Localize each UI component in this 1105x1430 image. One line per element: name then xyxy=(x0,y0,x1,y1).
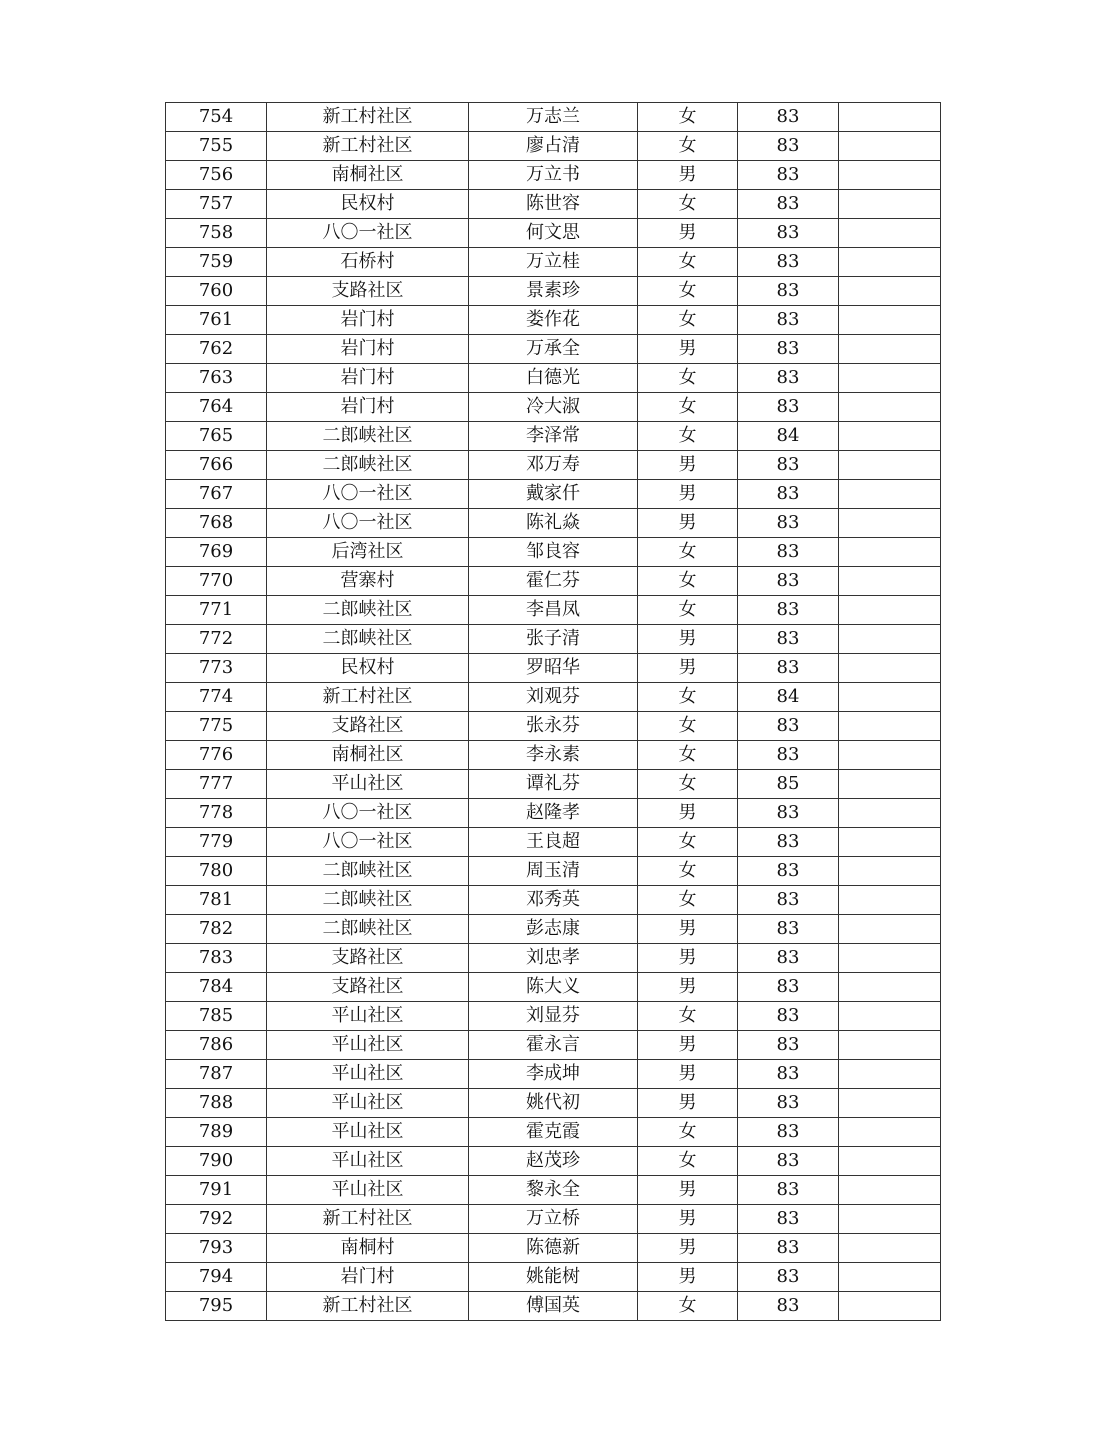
age-cell: 84 xyxy=(738,422,839,451)
table-row xyxy=(166,422,941,451)
age-cell: 83 xyxy=(738,1263,839,1292)
gender-cell: 女 xyxy=(638,770,738,799)
person-name-cell: 邓秀英 xyxy=(469,886,638,915)
serial-number-cell: 779 xyxy=(166,828,267,857)
gender-cell: 女 xyxy=(638,596,738,625)
person-name-cell: 刘显芬 xyxy=(469,1002,638,1031)
gender-cell: 女 xyxy=(638,190,738,219)
remark-cell xyxy=(839,1176,941,1205)
table-row xyxy=(166,306,941,335)
age-cell: 83 xyxy=(738,741,839,770)
gender-cell: 男 xyxy=(638,219,738,248)
table-row xyxy=(166,219,941,248)
serial-number-cell: 777 xyxy=(166,770,267,799)
serial-number-cell: 770 xyxy=(166,567,267,596)
gender-cell: 女 xyxy=(638,1002,738,1031)
table-row xyxy=(166,1002,941,1031)
gender-cell: 男 xyxy=(638,1234,738,1263)
person-name-cell: 张永芬 xyxy=(469,712,638,741)
gender-cell: 女 xyxy=(638,712,738,741)
table-row xyxy=(166,944,941,973)
table-row xyxy=(166,654,941,683)
serial-number-cell: 784 xyxy=(166,973,267,1002)
table-row xyxy=(166,364,941,393)
remark-cell xyxy=(839,364,941,393)
community-cell: 八〇一社区 xyxy=(267,480,469,509)
serial-number-cell: 756 xyxy=(166,161,267,190)
person-name-cell: 万立书 xyxy=(469,161,638,190)
person-name-cell: 戴家仟 xyxy=(469,480,638,509)
serial-number-cell: 778 xyxy=(166,799,267,828)
community-cell: 平山社区 xyxy=(267,1118,469,1147)
table-row xyxy=(166,1147,941,1176)
community-cell: 新工村社区 xyxy=(267,683,469,712)
remark-cell xyxy=(839,277,941,306)
person-name-cell: 谭礼芬 xyxy=(469,770,638,799)
person-name-cell: 冷大淑 xyxy=(469,393,638,422)
remark-cell xyxy=(839,828,941,857)
age-cell: 83 xyxy=(738,1089,839,1118)
age-cell: 83 xyxy=(738,944,839,973)
age-cell: 83 xyxy=(738,625,839,654)
serial-number-cell: 783 xyxy=(166,944,267,973)
remark-cell xyxy=(839,1147,941,1176)
person-name-cell: 白德光 xyxy=(469,364,638,393)
community-cell: 后湾社区 xyxy=(267,538,469,567)
person-name-cell: 李泽常 xyxy=(469,422,638,451)
table-row xyxy=(166,1234,941,1263)
remark-cell xyxy=(839,1031,941,1060)
table-row xyxy=(166,248,941,277)
serial-number-cell: 775 xyxy=(166,712,267,741)
serial-number-cell: 760 xyxy=(166,277,267,306)
age-cell: 83 xyxy=(738,1234,839,1263)
table-row xyxy=(166,190,941,219)
serial-number-cell: 781 xyxy=(166,886,267,915)
serial-number-cell: 773 xyxy=(166,654,267,683)
table-row xyxy=(166,1089,941,1118)
age-cell: 83 xyxy=(738,161,839,190)
person-name-cell: 廖占清 xyxy=(469,132,638,161)
community-cell: 平山社区 xyxy=(267,1176,469,1205)
table-row xyxy=(166,132,941,161)
community-cell: 八〇一社区 xyxy=(267,219,469,248)
remark-cell xyxy=(839,248,941,277)
community-cell: 八〇一社区 xyxy=(267,828,469,857)
person-name-cell: 何文思 xyxy=(469,219,638,248)
remark-cell xyxy=(839,915,941,944)
table-row xyxy=(166,1205,941,1234)
person-name-cell: 刘观芬 xyxy=(469,683,638,712)
remark-cell xyxy=(839,1089,941,1118)
person-name-cell: 陈礼焱 xyxy=(469,509,638,538)
person-name-cell: 罗昭华 xyxy=(469,654,638,683)
serial-number-cell: 761 xyxy=(166,306,267,335)
person-name-cell: 陈德新 xyxy=(469,1234,638,1263)
gender-cell: 男 xyxy=(638,1263,738,1292)
community-cell: 支路社区 xyxy=(267,944,469,973)
community-cell: 平山社区 xyxy=(267,1060,469,1089)
person-name-cell: 霍仁芬 xyxy=(469,567,638,596)
remark-cell xyxy=(839,741,941,770)
age-cell: 83 xyxy=(738,857,839,886)
community-cell: 平山社区 xyxy=(267,1089,469,1118)
gender-cell: 男 xyxy=(638,480,738,509)
person-name-cell: 黎永全 xyxy=(469,1176,638,1205)
table-row xyxy=(166,625,941,654)
remark-cell xyxy=(839,944,941,973)
gender-cell: 男 xyxy=(638,799,738,828)
remark-cell xyxy=(839,451,941,480)
age-cell: 83 xyxy=(738,1176,839,1205)
gender-cell: 女 xyxy=(638,364,738,393)
person-name-cell: 姚能树 xyxy=(469,1263,638,1292)
age-cell: 83 xyxy=(738,654,839,683)
community-cell: 平山社区 xyxy=(267,770,469,799)
gender-cell: 女 xyxy=(638,538,738,567)
age-cell: 83 xyxy=(738,103,839,132)
table-row xyxy=(166,1292,941,1321)
remark-cell xyxy=(839,1118,941,1147)
gender-cell: 男 xyxy=(638,1089,738,1118)
remark-cell xyxy=(839,857,941,886)
serial-number-cell: 780 xyxy=(166,857,267,886)
serial-number-cell: 786 xyxy=(166,1031,267,1060)
community-cell: 平山社区 xyxy=(267,1147,469,1176)
serial-number-cell: 792 xyxy=(166,1205,267,1234)
gender-cell: 男 xyxy=(638,944,738,973)
age-cell: 85 xyxy=(738,770,839,799)
age-cell: 83 xyxy=(738,190,839,219)
community-cell: 支路社区 xyxy=(267,973,469,1002)
community-cell: 新工村社区 xyxy=(267,132,469,161)
age-cell: 83 xyxy=(738,915,839,944)
remark-cell xyxy=(839,654,941,683)
remark-cell xyxy=(839,770,941,799)
age-cell: 83 xyxy=(738,1031,839,1060)
gender-cell: 男 xyxy=(638,915,738,944)
table-row xyxy=(166,103,941,132)
person-name-cell: 万承全 xyxy=(469,335,638,364)
community-cell: 平山社区 xyxy=(267,1031,469,1060)
serial-number-cell: 790 xyxy=(166,1147,267,1176)
person-name-cell: 李昌凤 xyxy=(469,596,638,625)
person-name-cell: 李成坤 xyxy=(469,1060,638,1089)
gender-cell: 女 xyxy=(638,886,738,915)
community-cell: 民权村 xyxy=(267,190,469,219)
community-cell: 岩门村 xyxy=(267,306,469,335)
community-cell: 岩门村 xyxy=(267,364,469,393)
community-cell: 营寨村 xyxy=(267,567,469,596)
gender-cell: 女 xyxy=(638,248,738,277)
age-cell: 83 xyxy=(738,538,839,567)
remark-cell xyxy=(839,306,941,335)
remark-cell xyxy=(839,567,941,596)
remark-cell xyxy=(839,103,941,132)
table-row xyxy=(166,596,941,625)
age-cell: 83 xyxy=(738,364,839,393)
table-row xyxy=(166,857,941,886)
remark-cell xyxy=(839,480,941,509)
remark-cell xyxy=(839,1263,941,1292)
serial-number-cell: 769 xyxy=(166,538,267,567)
table-row xyxy=(166,741,941,770)
serial-number-cell: 787 xyxy=(166,1060,267,1089)
community-cell: 二郎峡社区 xyxy=(267,451,469,480)
roster-table xyxy=(165,102,941,1321)
remark-cell xyxy=(839,335,941,364)
community-cell: 南桐社区 xyxy=(267,741,469,770)
remark-cell xyxy=(839,625,941,654)
remark-cell xyxy=(839,1234,941,1263)
remark-cell xyxy=(839,799,941,828)
remark-cell xyxy=(839,190,941,219)
community-cell: 新工村社区 xyxy=(267,1292,469,1321)
person-name-cell: 景素珍 xyxy=(469,277,638,306)
community-cell: 平山社区 xyxy=(267,1002,469,1031)
gender-cell: 女 xyxy=(638,1118,738,1147)
table-row xyxy=(166,770,941,799)
community-cell: 二郎峡社区 xyxy=(267,625,469,654)
table-row xyxy=(166,915,941,944)
age-cell: 83 xyxy=(738,451,839,480)
serial-number-cell: 791 xyxy=(166,1176,267,1205)
remark-cell xyxy=(839,393,941,422)
age-cell: 83 xyxy=(738,480,839,509)
community-cell: 二郎峡社区 xyxy=(267,915,469,944)
serial-number-cell: 768 xyxy=(166,509,267,538)
age-cell: 83 xyxy=(738,1147,839,1176)
age-cell: 83 xyxy=(738,1205,839,1234)
community-cell: 民权村 xyxy=(267,654,469,683)
age-cell: 83 xyxy=(738,248,839,277)
table-row xyxy=(166,538,941,567)
remark-cell xyxy=(839,596,941,625)
remark-cell xyxy=(839,509,941,538)
community-cell: 八〇一社区 xyxy=(267,799,469,828)
person-name-cell: 邓万寿 xyxy=(469,451,638,480)
age-cell: 83 xyxy=(738,1292,839,1321)
gender-cell: 女 xyxy=(638,828,738,857)
community-cell: 岩门村 xyxy=(267,393,469,422)
remark-cell xyxy=(839,422,941,451)
age-cell: 83 xyxy=(738,335,839,364)
community-cell: 新工村社区 xyxy=(267,1205,469,1234)
age-cell: 84 xyxy=(738,683,839,712)
remark-cell xyxy=(839,712,941,741)
table-row xyxy=(166,393,941,422)
serial-number-cell: 758 xyxy=(166,219,267,248)
person-name-cell: 邹良容 xyxy=(469,538,638,567)
table-row xyxy=(166,567,941,596)
age-cell: 83 xyxy=(738,596,839,625)
serial-number-cell: 757 xyxy=(166,190,267,219)
serial-number-cell: 771 xyxy=(166,596,267,625)
age-cell: 83 xyxy=(738,393,839,422)
community-cell: 二郎峡社区 xyxy=(267,886,469,915)
person-name-cell: 傅国英 xyxy=(469,1292,638,1321)
serial-number-cell: 789 xyxy=(166,1118,267,1147)
person-name-cell: 万志兰 xyxy=(469,103,638,132)
remark-cell xyxy=(839,973,941,1002)
gender-cell: 女 xyxy=(638,741,738,770)
serial-number-cell: 754 xyxy=(166,103,267,132)
serial-number-cell: 755 xyxy=(166,132,267,161)
gender-cell: 男 xyxy=(638,1176,738,1205)
serial-number-cell: 776 xyxy=(166,741,267,770)
serial-number-cell: 766 xyxy=(166,451,267,480)
age-cell: 83 xyxy=(738,219,839,248)
community-cell: 新工村社区 xyxy=(267,103,469,132)
person-name-cell: 陈大义 xyxy=(469,973,638,1002)
serial-number-cell: 764 xyxy=(166,393,267,422)
serial-number-cell: 794 xyxy=(166,1263,267,1292)
community-cell: 南桐村 xyxy=(267,1234,469,1263)
community-cell: 二郎峡社区 xyxy=(267,857,469,886)
age-cell: 83 xyxy=(738,799,839,828)
table-row xyxy=(166,277,941,306)
gender-cell: 女 xyxy=(638,393,738,422)
age-cell: 83 xyxy=(738,509,839,538)
community-cell: 石桥村 xyxy=(267,248,469,277)
serial-number-cell: 795 xyxy=(166,1292,267,1321)
roster-table-body xyxy=(166,103,941,1321)
table-row xyxy=(166,509,941,538)
gender-cell: 女 xyxy=(638,132,738,161)
serial-number-cell: 772 xyxy=(166,625,267,654)
gender-cell: 男 xyxy=(638,161,738,190)
age-cell: 83 xyxy=(738,567,839,596)
gender-cell: 男 xyxy=(638,335,738,364)
person-name-cell: 姚代初 xyxy=(469,1089,638,1118)
remark-cell xyxy=(839,132,941,161)
remark-cell xyxy=(839,1292,941,1321)
gender-cell: 女 xyxy=(638,1147,738,1176)
community-cell: 支路社区 xyxy=(267,277,469,306)
person-name-cell: 李永素 xyxy=(469,741,638,770)
table-row xyxy=(166,1176,941,1205)
remark-cell xyxy=(839,1060,941,1089)
person-name-cell: 霍克霞 xyxy=(469,1118,638,1147)
gender-cell: 男 xyxy=(638,509,738,538)
table-row xyxy=(166,828,941,857)
person-name-cell: 陈世容 xyxy=(469,190,638,219)
person-name-cell: 周玉清 xyxy=(469,857,638,886)
gender-cell: 女 xyxy=(638,567,738,596)
person-name-cell: 霍永言 xyxy=(469,1031,638,1060)
age-cell: 83 xyxy=(738,828,839,857)
table-row xyxy=(166,973,941,1002)
serial-number-cell: 762 xyxy=(166,335,267,364)
table-row xyxy=(166,1263,941,1292)
age-cell: 83 xyxy=(738,277,839,306)
serial-number-cell: 767 xyxy=(166,480,267,509)
gender-cell: 男 xyxy=(638,625,738,654)
gender-cell: 男 xyxy=(638,1060,738,1089)
community-cell: 支路社区 xyxy=(267,712,469,741)
gender-cell: 女 xyxy=(638,277,738,306)
serial-number-cell: 774 xyxy=(166,683,267,712)
gender-cell: 女 xyxy=(638,1292,738,1321)
remark-cell xyxy=(839,161,941,190)
serial-number-cell: 763 xyxy=(166,364,267,393)
person-name-cell: 王良超 xyxy=(469,828,638,857)
gender-cell: 男 xyxy=(638,451,738,480)
person-name-cell: 张子清 xyxy=(469,625,638,654)
table-row xyxy=(166,683,941,712)
serial-number-cell: 759 xyxy=(166,248,267,277)
table-row xyxy=(166,1031,941,1060)
person-name-cell: 刘忠孝 xyxy=(469,944,638,973)
table-row xyxy=(166,886,941,915)
serial-number-cell: 788 xyxy=(166,1089,267,1118)
remark-cell xyxy=(839,886,941,915)
gender-cell: 女 xyxy=(638,306,738,335)
table-row xyxy=(166,480,941,509)
person-name-cell: 万立桥 xyxy=(469,1205,638,1234)
age-cell: 83 xyxy=(738,973,839,1002)
age-cell: 83 xyxy=(738,1002,839,1031)
gender-cell: 女 xyxy=(638,422,738,451)
community-cell: 二郎峡社区 xyxy=(267,422,469,451)
table-row xyxy=(166,1118,941,1147)
serial-number-cell: 765 xyxy=(166,422,267,451)
gender-cell: 男 xyxy=(638,654,738,683)
person-name-cell: 彭志康 xyxy=(469,915,638,944)
age-cell: 83 xyxy=(738,306,839,335)
community-cell: 岩门村 xyxy=(267,1263,469,1292)
remark-cell xyxy=(839,683,941,712)
person-name-cell: 赵茂珍 xyxy=(469,1147,638,1176)
table-row xyxy=(166,451,941,480)
table-row xyxy=(166,799,941,828)
age-cell: 83 xyxy=(738,1060,839,1089)
remark-cell xyxy=(839,538,941,567)
serial-number-cell: 785 xyxy=(166,1002,267,1031)
age-cell: 83 xyxy=(738,132,839,161)
community-cell: 二郎峡社区 xyxy=(267,596,469,625)
table-row xyxy=(166,712,941,741)
age-cell: 83 xyxy=(738,712,839,741)
person-name-cell: 万立桂 xyxy=(469,248,638,277)
community-cell: 八〇一社区 xyxy=(267,509,469,538)
remark-cell xyxy=(839,1205,941,1234)
remark-cell xyxy=(839,1002,941,1031)
table-row xyxy=(166,161,941,190)
community-cell: 岩门村 xyxy=(267,335,469,364)
age-cell: 83 xyxy=(738,1118,839,1147)
gender-cell: 女 xyxy=(638,857,738,886)
gender-cell: 女 xyxy=(638,103,738,132)
serial-number-cell: 793 xyxy=(166,1234,267,1263)
gender-cell: 男 xyxy=(638,973,738,1002)
serial-number-cell: 782 xyxy=(166,915,267,944)
gender-cell: 男 xyxy=(638,1205,738,1234)
community-cell: 南桐社区 xyxy=(267,161,469,190)
gender-cell: 男 xyxy=(638,1031,738,1060)
person-name-cell: 赵隆孝 xyxy=(469,799,638,828)
table-row xyxy=(166,1060,941,1089)
gender-cell: 女 xyxy=(638,683,738,712)
age-cell: 83 xyxy=(738,886,839,915)
person-name-cell: 娄作花 xyxy=(469,306,638,335)
table-row xyxy=(166,335,941,364)
remark-cell xyxy=(839,219,941,248)
